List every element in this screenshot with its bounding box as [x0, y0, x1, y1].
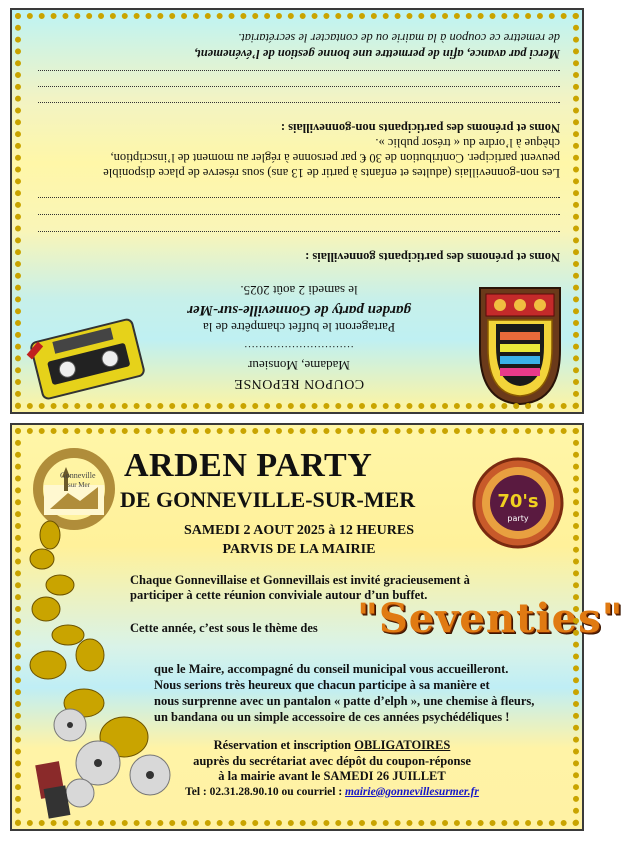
- place-line: PARVIS DE LA MAIRIE: [222, 542, 376, 557]
- coupon-thanks-2: de remettre ce coupon à la mairie ou de contacter le secrétariat.: [238, 31, 560, 45]
- theme-intro: Cette année, c’est sous le thème des: [130, 621, 318, 635]
- body-line-4: un bandana ou un simple accessoire de ces années psychédéliques !: [154, 710, 510, 724]
- coupon-title: COUPON REPONSE: [233, 376, 365, 391]
- email-link[interactable]: mairie@gonnevillesurmer.fr: [345, 786, 479, 798]
- reservation-line-1: [167, 738, 497, 753]
- contact-line: [132, 785, 532, 800]
- residents-line-3[interactable]: [38, 197, 560, 198]
- non-residents-text-1: Les non-gonnevillais (adultes et enfants à partir de 13 ans) sous réserve de place disponible: [103, 166, 560, 180]
- coupon-thanks-1: Merci par avance, afin de permettre une bonne gestion de l’événement,: [194, 47, 560, 61]
- coupon-date: le samedi 2 août 2025.: [240, 283, 358, 298]
- logo-text-2: sur Mer: [68, 481, 90, 489]
- coupon-participate-text: Partageront le buffet champêtre de la: [202, 320, 396, 335]
- residents-line-2[interactable]: [38, 214, 560, 215]
- flyer-panel: [10, 423, 623, 831]
- coupon-salutation: Madame, Monsieur: [248, 358, 350, 373]
- non-residents-line-2[interactable]: [38, 86, 560, 87]
- names-non-residents-label: Noms et prénoms des participants non-gonnevillais :: [280, 121, 560, 135]
- body-line-3: nous surprenne avec un pantalon « patte d’elph », une chemise à fleurs,: [154, 694, 535, 708]
- residents-line-1[interactable]: [38, 231, 560, 232]
- body-line-1: que le Maire, accompagné du conseil municipal vous accueilleront.: [154, 662, 509, 676]
- non-residents-line-1[interactable]: [38, 102, 560, 103]
- badge-party-text: party: [507, 514, 529, 523]
- reservation-obligatoires: OBLIGATOIRES: [354, 738, 451, 752]
- date-line: SAMEDI 2 AOUT 2025 à 12 HEURES: [183, 523, 414, 538]
- reservation-prefix: Réservation et inscription: [213, 738, 355, 752]
- flyer-title-line2: DE GONNEVILLE-SUR-MER: [120, 487, 416, 512]
- coupon-panel: [10, 8, 584, 414]
- coupon-name-blank: …………………………: [244, 343, 354, 355]
- body-line-2: Nous serions très heureux que chacun participe à sa manière et: [154, 678, 490, 692]
- logo-text-1: Gonneville: [60, 471, 96, 480]
- reservation-line-3: à la mairie avant le SAMEDI 26 JUILLET: [218, 769, 446, 783]
- non-residents-line-3[interactable]: [38, 70, 560, 71]
- invite-line-2: participer à cette réunion conviviale autour d’un buffet.: [130, 588, 428, 602]
- coupon-rotated-content: [12, 10, 586, 416]
- non-residents-text-3: chèque à l’ordre du « trésor public ».: [375, 136, 560, 150]
- badge-70s-text: 70's: [497, 491, 539, 512]
- reservation-line-2: auprès du secrétariat avec dépôt du coupon-réponse: [193, 754, 471, 768]
- names-residents-label: Noms et prénoms des participants gonnevillais :: [305, 250, 560, 264]
- non-residents-text-2: peuvent participer. Contribution de 30 € par personne à régler au moment de l’inscription,: [110, 151, 560, 165]
- coupon-event-name: garden party de Gonneville-sur-Mer: [187, 302, 411, 318]
- seventies-title: "Seventies": [357, 595, 623, 642]
- flyer-title-line1: ARDEN PARTY: [124, 447, 373, 484]
- gonneville-logo-icon: [28, 443, 120, 535]
- contact-prefix: Tel : 02.31.28.90.10 ou courriel :: [185, 786, 346, 798]
- invite-line-1: Chaque Gonnevillaise et Gonnevillais est invité gracieusement à: [130, 573, 470, 587]
